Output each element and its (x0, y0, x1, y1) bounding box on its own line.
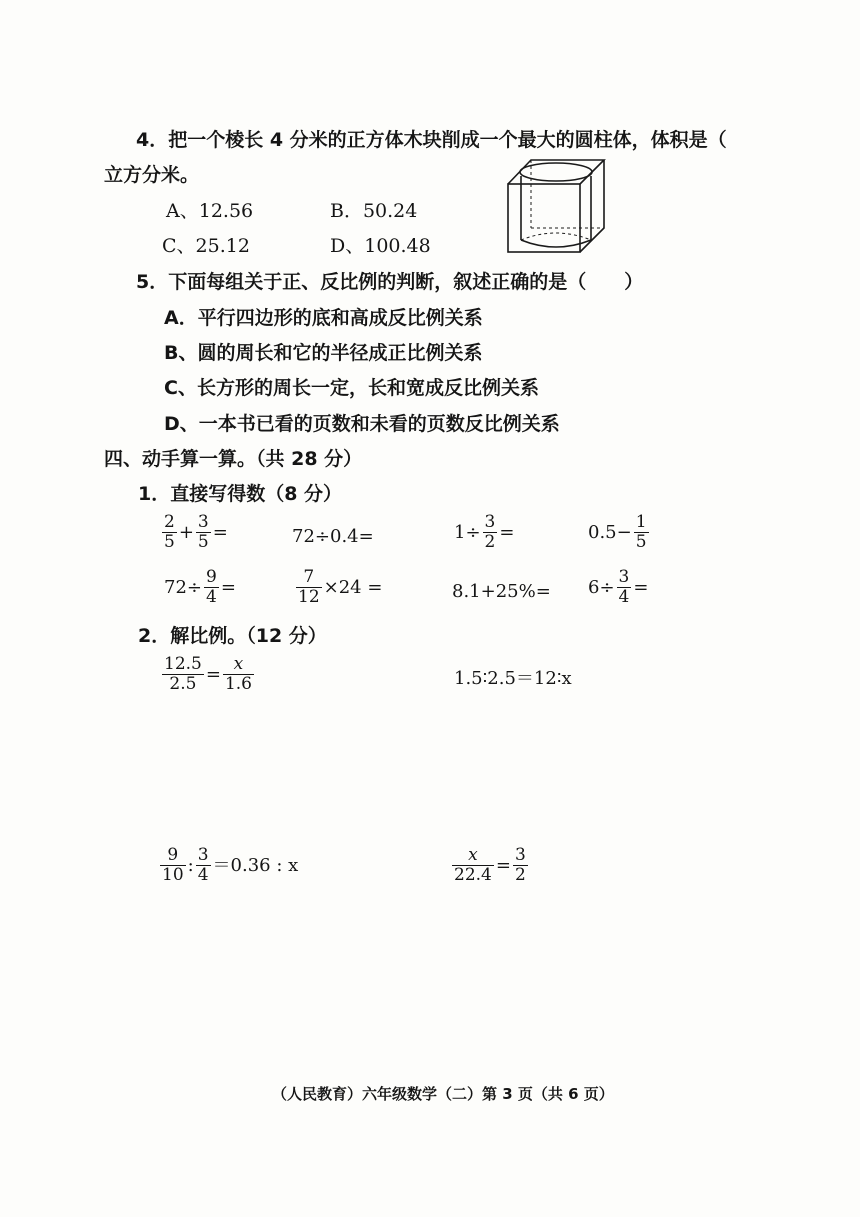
q4-option-d (330, 234, 431, 258)
option-letter: D、 (330, 235, 365, 257)
section-4-title: 四、动手算一算。（共 28 分） (104, 448, 363, 470)
q5-option-a: A．平行四边形的底和高成反比例关系 (164, 307, 483, 329)
q4-stem-line1: 4．把一个棱长 4 分米的正方体木块削成一个最大的圆柱体，体积是（ (136, 129, 727, 151)
fraction: $\frac{3}{4}$ (618, 567, 630, 607)
q5-option-b: B、圆的周长和它的半径成正比例关系 (164, 342, 483, 364)
q5-option-d: D、一本书已看的页数和未看的页数反比例关系 (164, 413, 560, 435)
fraction: $\frac{x}{22.4}$ (454, 845, 492, 885)
fraction: $\frac{3}{5}$ (197, 512, 209, 552)
fraction: $\frac{9}{10}$ (162, 845, 184, 885)
option-value: 100.48 (364, 235, 431, 257)
fraction: $\frac{1}{5}$ (635, 512, 647, 552)
calc-4: 0.5− $\frac{1}{5}$ (588, 512, 647, 552)
proportion-1: $\frac{12.5}{2.5}$ = $\frac{x}{1.6}$ (164, 654, 252, 694)
q4-option-a (166, 199, 253, 223)
calc-5: 72÷ $\frac{9}{4}$ = (164, 567, 236, 607)
q5-stem: 5．下面每组关于正、反比例的判断，叙述正确的是（ ） (136, 271, 644, 293)
q4-stem-line2: 立方分米。 (104, 164, 200, 186)
proportion-4: $\frac{x}{22.4}$ = $\frac{3}{2}$ (454, 845, 526, 885)
calc-6: $\frac{7}{12}$ ×24 = (298, 567, 383, 607)
fraction: $\frac{3}{2}$ (514, 845, 526, 885)
option-letter: B． (330, 200, 363, 222)
calc-3: 1÷ $\frac{3}{2}$ = (454, 512, 515, 552)
proportion-3: $\frac{9}{10}$ : $\frac{3}{4}$ ＝0.36 : x (162, 845, 299, 885)
fraction: $\frac{x}{1.6}$ (224, 654, 252, 694)
option-value: 25.12 (195, 235, 250, 257)
calc-1: $\frac{2}{5}$ + $\frac{3}{5}$ = (164, 512, 228, 552)
calc-7: 8.1+25%= (452, 581, 551, 602)
q4-option-c (162, 234, 250, 258)
option-letter: A、 (166, 200, 199, 222)
fraction: $\frac{9}{4}$ (206, 567, 217, 607)
q4-option-b (330, 199, 417, 223)
proportion-2: 1.5∶2.5＝12∶x (454, 668, 572, 689)
option-value: 12.56 (198, 200, 254, 222)
fraction: $\frac{2}{5}$ (164, 512, 175, 552)
part1-title: 1．直接写得数（8 分） (138, 483, 343, 505)
page-footer: （人民教育）六年级数学（二）第 3 页（共 6 页） (272, 1085, 614, 1103)
fraction: $\frac{3}{2}$ (484, 512, 496, 552)
calc-2: 72÷0.4= (292, 526, 374, 547)
fraction: $\frac{3}{4}$ (197, 845, 209, 885)
cube-with-inscribed-cylinder-icon (505, 156, 609, 256)
q5-option-c: C、长方形的周长一定，长和宽成反比例关系 (164, 377, 539, 399)
calc-8: 6÷ $\frac{3}{4}$ = (588, 567, 649, 607)
part2-title: 2．解比例。（12 分） (138, 625, 327, 647)
option-letter: C、 (162, 235, 196, 257)
fraction: $\frac{7}{12}$ (298, 567, 320, 607)
option-value: 50.24 (362, 200, 418, 222)
fraction: $\frac{12.5}{2.5}$ (164, 654, 202, 694)
